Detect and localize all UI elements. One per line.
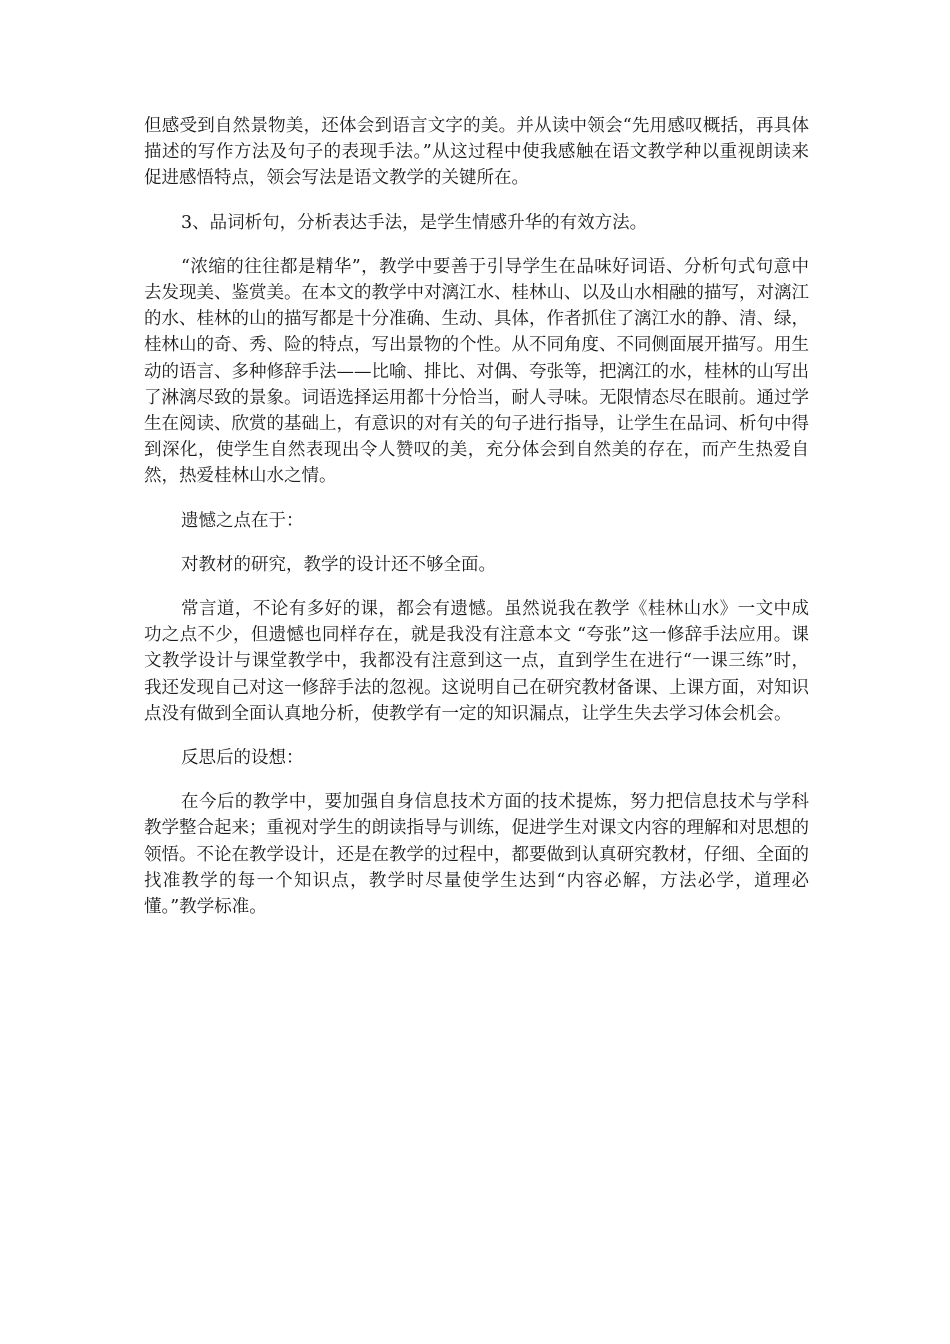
- paragraph-regret-heading: 遗憾之点在于：: [181, 510, 304, 531]
- paragraph-word-analysis: “浓缩的往往都是精华”，教学中要善于引导学生在品味好词语、分析句式句意中去发现美、鉴赏美。在本文的教学中对漓江水、桂林山、以及山水相融的描写，对漓江的水、桂林的山的描写都是十分准确、生动、具体，作者抓住了漓江水的静、清、绿，桂林山的奇、秀、险的特点，写出景物的个性。从不同角度、不同侧面展开描写。用生动的语言、多种修辞手法——比喻、排比、对偶、夸张等，把漓江的水，桂林的山写出了淋漓尽致的景象。词语选择运用都十分恰当，耐人寻味。无限情态尽在眼前。通过学生在阅读、欣赏的基础上，有意识的对有关的句子进行指导，让学生在品词、析句中得到深化，使学生自然表现出令人赞叹的美，充分体会到自然美的存在，而产生热爱自然，热爱桂林山水之情。: [144, 256, 809, 487]
- paragraph-continuation: 但感受到自然景物美，还体会到语言文字的美。并从读中领会“先用感叹概括，再具体描述的写作方法及句子的表现手法。”从这过程中使我感触在语文教学种以重视朗读来促进感悟特点，领会写法是语文教学的关键所在。: [144, 116, 809, 189]
- paragraph-regret-detail: 常言道，不论有多好的课，都会有遗憾。虽然说我在教学《桂林山水》一文中成功之点不少，但遗憾也同样存在，就是我没有注意本文 “夸张”这一修辞手法应用。课文教学设计与课堂教学中，我都没有注意到这一点，直到学生在进行“一课三练”时，我还发现自己对这一修辞手法的忽视。这说明自己在研究教材备课、上课方面，对知识点没有做到全面认真地分析，使教学有一定的知识漏点，让学生失去学习体会机会。: [144, 599, 809, 724]
- document-page: [144, 113, 809, 938]
- paragraph-heading-3: 3、品词析句，分析表达手法，是学生情感升华的有效方法。: [181, 212, 648, 233]
- paragraph-plan-detail: 在今后的教学中，要加强自身信息技术方面的技术提炼，努力把信息技术与学科教学整合起来；重视对学生的朗读指导与训练，促进学生对课文内容的理解和对思想的领悟。不论在教学设计，还是在教学的过程中，都要做到认真研究教材，仔细、全面的找准教学的每一个知识点，教学时尽量使学生达到“内容必解，方法必学，道理必懂。”教学标准。: [144, 792, 809, 918]
- paragraph-regret-point: 对教材的研究，教学的设计还不够全面。: [181, 554, 496, 575]
- paragraph-plan-heading: 反思后的设想：: [181, 748, 304, 769]
